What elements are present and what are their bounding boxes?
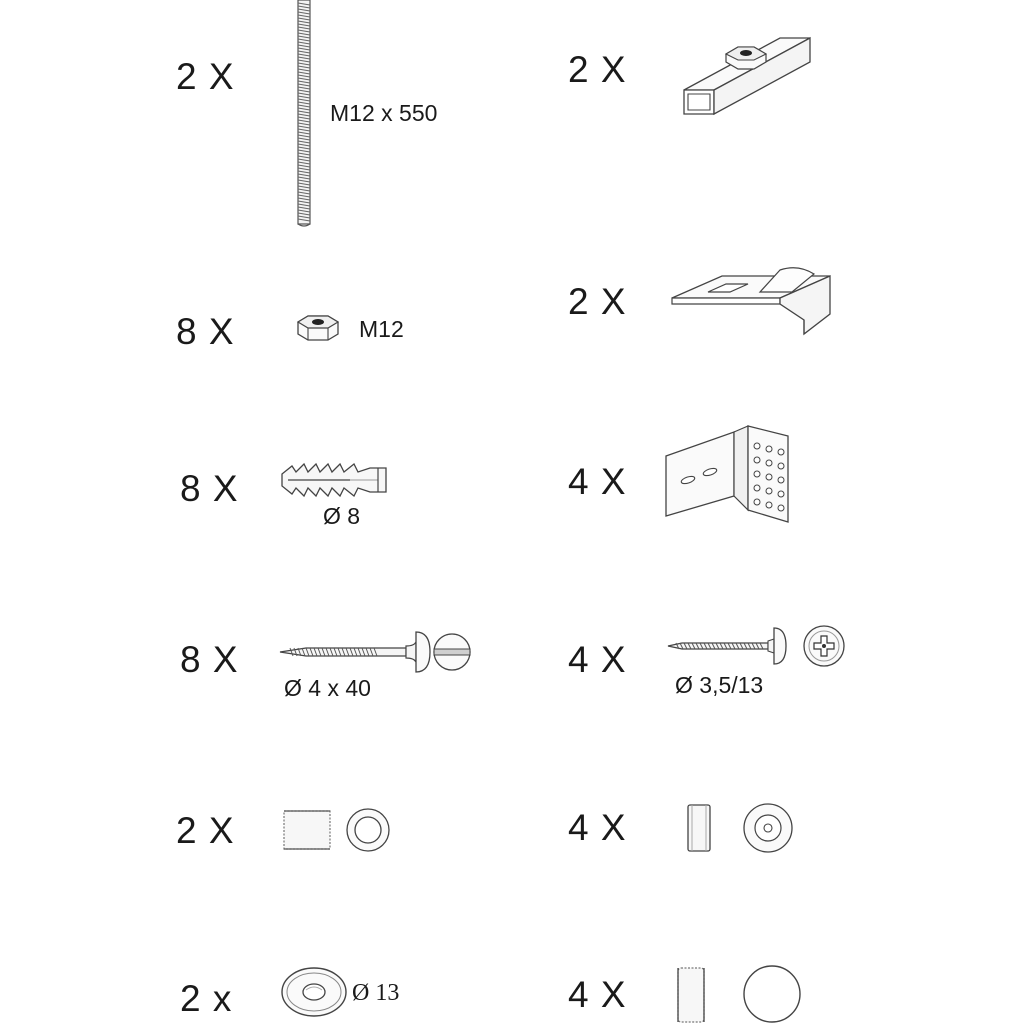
wood-screw-small-label: Ø 3,5/13 [675,672,764,698]
angle-bracket-quantity: 4 X [568,461,627,502]
nut-bracket-quantity: 2 X [568,49,627,90]
threaded-rod-label: M12 x 550 [330,100,438,126]
cover-cap-quantity: 4 X [568,974,627,1015]
threaded-rod-icon [292,0,316,228]
wood-screw-large-label: Ø 4 x 40 [284,675,371,701]
wall-plug-icon [278,460,392,502]
spacer-sleeve-quantity: 2 X [176,810,235,851]
hex-nut-icon [294,312,342,346]
small-spacer-quantity: 4 X [568,807,627,848]
threaded-rod-quantity: 2 X [176,56,235,97]
wood-screw-large-quantity: 8 X [180,639,239,680]
wood-screw-small-quantity: 4 X [568,639,627,680]
hook-bracket-quantity: 2 X [568,281,627,322]
angle-bracket-icon [662,420,794,524]
cover-cap-icon [674,962,804,1024]
small-spacer-icon [684,800,798,856]
flat-washer-quantity: 2 x [180,978,233,1019]
spacer-sleeve-icon [280,805,394,855]
hook-bracket-icon [668,262,838,340]
phillips-screw-icon [664,624,848,670]
wall-plug-label: Ø 8 [323,503,361,529]
tube-nut-bracket-icon [680,34,814,118]
flat-washer-label: Ø 13 [352,980,400,1006]
hex-nut-label: M12 [359,316,404,342]
flat-washer-icon [278,964,352,1020]
wall-plug-quantity: 8 X [180,468,239,509]
slotted-screw-icon [276,628,474,676]
hex-nut-quantity: 8 X [176,311,235,352]
